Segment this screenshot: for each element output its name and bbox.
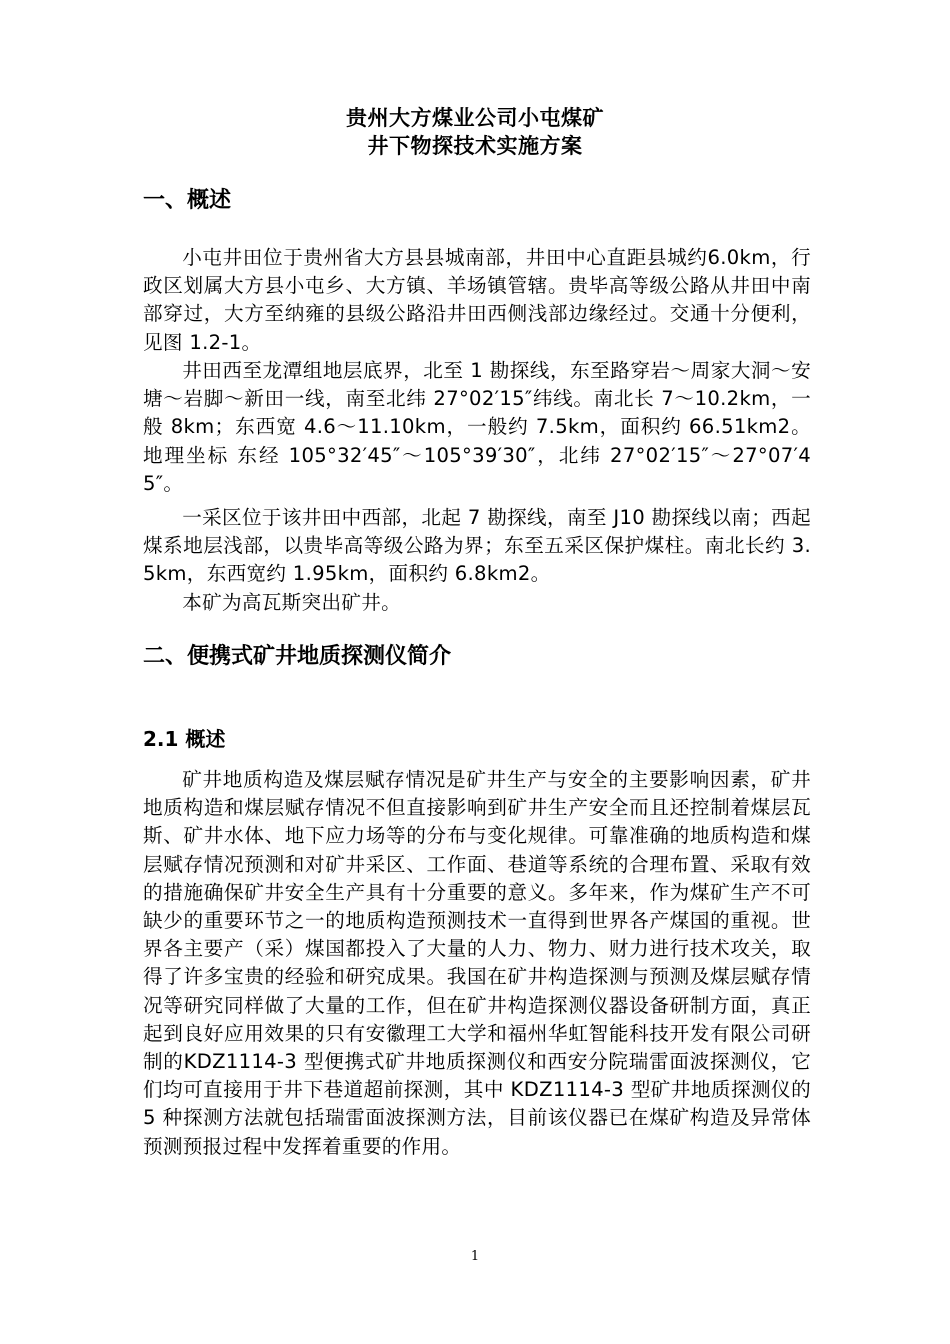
subsection-2-1-heading: 2.1 概述 bbox=[143, 727, 226, 751]
section2-heading: 二、便携式矿井地质探测仪简介 bbox=[143, 644, 452, 669]
section1-paragraph-2: 井田西至龙潭组地层底界，北至 1 勘探线，东至路穿岩～周家大洞～安塘～岩脚～新田一线，南至北纬 27°02′15″纬线。南北长 7～10.2km，一般 8km；东西宽 4.6～11.10km，一般约 7.5km，面积约 66.51km2。地理坐标 东经 105°32′45″～105°39′30″，北纬 27°02′15″～27°07′45″。 bbox=[143, 359, 811, 495]
section1-paragraph-4: 本矿为高瓦斯突出矿井。 bbox=[182, 591, 402, 614]
document-title-line1: 贵州大方煤业公司小屯煤矿 bbox=[346, 106, 604, 130]
section1-heading: 一、概述 bbox=[143, 188, 232, 213]
subsection-2-1-paragraph: 矿井地质构造及煤层赋存情况是矿井生产与安全的主要影响因素，矿井地质构造和煤层赋存情况不但直接影响到矿井生产安全而且还控制着煤层瓦斯、矿井水体、地下应力场等的分布与变化规律。可靠准确的地质构造和煤层赋存情况预测和对矿井采区、工作面、巷道等系统的合理布置、采取有效的措施确保矿井安全生产具有十分重要的意义。多年来，作为煤矿生产不可缺少的重要环节之一的地质构造预测技术一直得到世界各产煤国的重视。世界各主要产（采）煤国都投入了大量的人力、物力、财力进行技术攻关，取得了许多宝贵的经验和研究成果。我国在矿井构造探测与预测及煤层赋存情况等研究同样做了大量的工作，但在矿井构造探测仪器设备研制方面，真正起到良好应用效果的只有安徽理工大学和福州华虹智能科技开发有限公司研制的KDZ1114-3 型便携式矿井地质探测仪和西安分院瑞雷面波探测仪，它们均可直接用于井下巷道超前探测，其中 KDZ1114-3 型矿井地质探测仪的 5 种探测方法就包括瑞雷面波探测方法，目前该仪器已在煤矿构造及异常体预测预报过程中发挥着重要的作用。 bbox=[143, 768, 811, 1158]
document-title-line2: 井下物探技术实施方案 bbox=[367, 134, 583, 158]
page-number: 1 bbox=[470, 1249, 480, 1264]
section1-paragraph-1: 小屯井田位于贵州省大方县县城南部，井田中心直距县城约6.0km，行政区划属大方县小屯乡、大方镇、羊场镇管辖。贵毕高等级公路从井田中南部穿过，大方至纳雍的县级公路沿井田西侧浅部边缘经过。交通十分便利，见图 1.2-1。 bbox=[143, 246, 811, 354]
section1-paragraph-3: 一采区位于该井田中西部，北起 7 勘探线，南至 J10 勘探线以南；西起煤系地层浅部，以贵毕高等级公路为界；东至五采区保护煤柱。南北长约 3.5km，东西宽约 1.95km，面积约 6.8km2。 bbox=[143, 506, 811, 586]
